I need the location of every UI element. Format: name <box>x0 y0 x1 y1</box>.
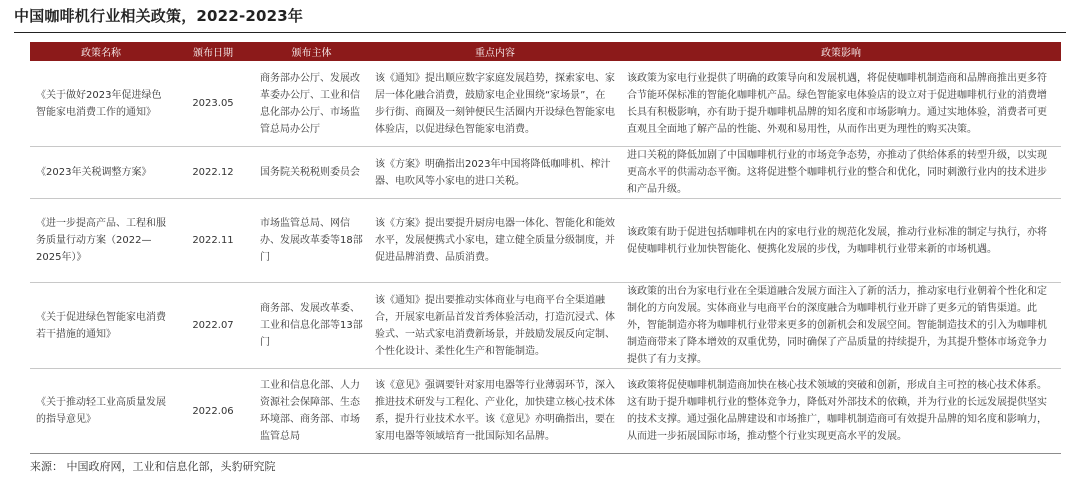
table-row <box>30 369 1061 454</box>
issue-date-cell: 2022.11 <box>172 199 254 283</box>
policy-name-cell: 《关于推动轻工业高质量发展的指导意见》 <box>30 369 172 454</box>
key-content-cell: 该《方案》明确指出2023年中国将降低咖啡机、榨汁器、电吹风等小家电的进口关税。 <box>369 147 621 199</box>
issue-date-cell: 2022.07 <box>172 283 254 369</box>
policy-name-cell: 《关于促进绿色智能家电消费若干措施的通知》 <box>30 283 172 369</box>
policy-table <box>30 42 1061 454</box>
source-note: 来源： 中国政府网，工业和信息化部，头豹研究院 <box>30 460 276 473</box>
policy-name-cell: 《关于做好2023年促进绿色智能家电消费工作的通知》 <box>30 61 172 147</box>
issuer-cell: 工业和信息化部、人力资源社会保障部、生态环境部、商务部、市场监管总局 <box>254 369 369 454</box>
key-content-cell: 该《通知》提出要推动实体商业与电商平台全渠道融合，开展家电新品首发首秀体验活动，打造沉浸式、体验式、一站式家电消费新场景，并鼓励发展反向定制、个性化设计、柔性化生产和智能制造。 <box>369 283 621 369</box>
issuer-cell: 国务院关税税则委员会 <box>254 147 369 199</box>
key-content-cell: 该《意见》强调要针对家用电器等行业薄弱环节，深入推进技术研发与工程化、产业化，加快建立核心技术体系，提升行业技术水平。该《意见》亦明确指出，要在家用电器等领域培育一批国际知名品牌。 <box>369 369 621 454</box>
key-content-cell: 该《方案》提出要提升厨房电器一体化、智能化和能效水平，发展便携式小家电，建立健全质量分级制度，并促进品牌消费、品质消费。 <box>369 199 621 283</box>
table-row <box>30 283 1061 369</box>
table-header-row <box>30 42 1061 61</box>
header-policy-name: 政策名称 <box>30 42 172 61</box>
policy-name-cell: 《进一步提高产品、工程和服务质量行动方案（2022—2025年）》 <box>30 199 172 283</box>
table-row <box>30 147 1061 199</box>
issue-date-cell: 2022.12 <box>172 147 254 199</box>
policy-impact-cell: 该政策有助于促进包括咖啡机在内的家电行业的规范化发展，推动行业标准的制定与执行，亦将促使咖啡机行业加快智能化、便携化发展的步伐，为咖啡机行业带来新的市场机遇。 <box>621 199 1061 283</box>
title-divider <box>14 32 1066 33</box>
policy-impact-cell: 该政策的出台为家电行业在全渠道融合发展方面注入了新的活力，推动家电行业朝着个性化和定制化的方向发展。实体商业与电商平台的深度融合为咖啡机行业开辟了更多元的销售渠道。此外，智能制造亦将为咖啡机行业带来更多的创新机会和发展空间。智能制造技术的引入为咖啡机制造商带来了降本增效的双重优势，同时确保了产品质量的持续提升，为其提升整体市场竞争力提供了有力支撑。 <box>621 283 1061 369</box>
table-row <box>30 199 1061 283</box>
page-title: 中国咖啡机行业相关政策，2022-2023年 <box>14 7 304 25</box>
header-issue-date: 颁布日期 <box>172 42 254 61</box>
policy-impact-cell: 进口关税的降低加剧了中国咖啡机行业的市场竞争态势，亦推动了供给体系的转型升级，以实现更高水平的供需动态平衡。这将促进整个咖啡机行业的整合和优化，同时刺激行业内的技术进步和产品升级。 <box>621 147 1061 199</box>
header-key-content: 重点内容 <box>369 42 621 61</box>
policy-name-cell: 《2023年关税调整方案》 <box>30 147 172 199</box>
issue-date-cell: 2023.05 <box>172 61 254 147</box>
table-row <box>30 61 1061 147</box>
issuer-cell: 商务部办公厅、发展改革委办公厅、工业和信息化部办公厅、市场监管总局办公厅 <box>254 61 369 147</box>
policy-impact-cell: 该政策将促使咖啡机制造商加快在核心技术领域的突破和创新，形成自主可控的核心技术体系。这有助于提升咖啡机行业的整体竞争力，降低对外部技术的依赖，并为行业的长远发展提供坚实的技术支撑。通过强化品牌建设和市场推广，咖啡机制造商可有效提升品牌的知名度和影响力，从而进一步拓展国际市场，推动整个行业实现更高水平的发展。 <box>621 369 1061 454</box>
key-content-cell: 该《通知》提出顺应数字家庭发展趋势，探索家电、家居一体化融合消费，鼓励家电企业围绕“家场景”，在步行街、商圈及一刻钟便民生活圈内开设绿色智能家电体验店，以促进绿色智能家电消费。 <box>369 61 621 147</box>
policy-impact-cell: 该政策为家电行业提供了明确的政策导向和发展机遇，将促使咖啡机制造商和品牌商推出更多符合节能环保标准的智能化咖啡机产品。绿色智能家电体验店的设立对于促进咖啡机行业的消费增长具有积极影响，亦有助于提升咖啡机品牌的知名度和市场影响力。通过实地体验，消费者可更直观且全面地了解产品的性能、外观和易用性，从而作出更为理性的购买决策。 <box>621 61 1061 147</box>
issuer-cell: 商务部、发展改革委、工业和信息化部等13部门 <box>254 283 369 369</box>
header-issuer: 颁布主体 <box>254 42 369 61</box>
header-policy-impact: 政策影响 <box>621 42 1061 61</box>
issuer-cell: 市场监管总局、网信办、发展改革委等18部门 <box>254 199 369 283</box>
issue-date-cell: 2022.06 <box>172 369 254 454</box>
